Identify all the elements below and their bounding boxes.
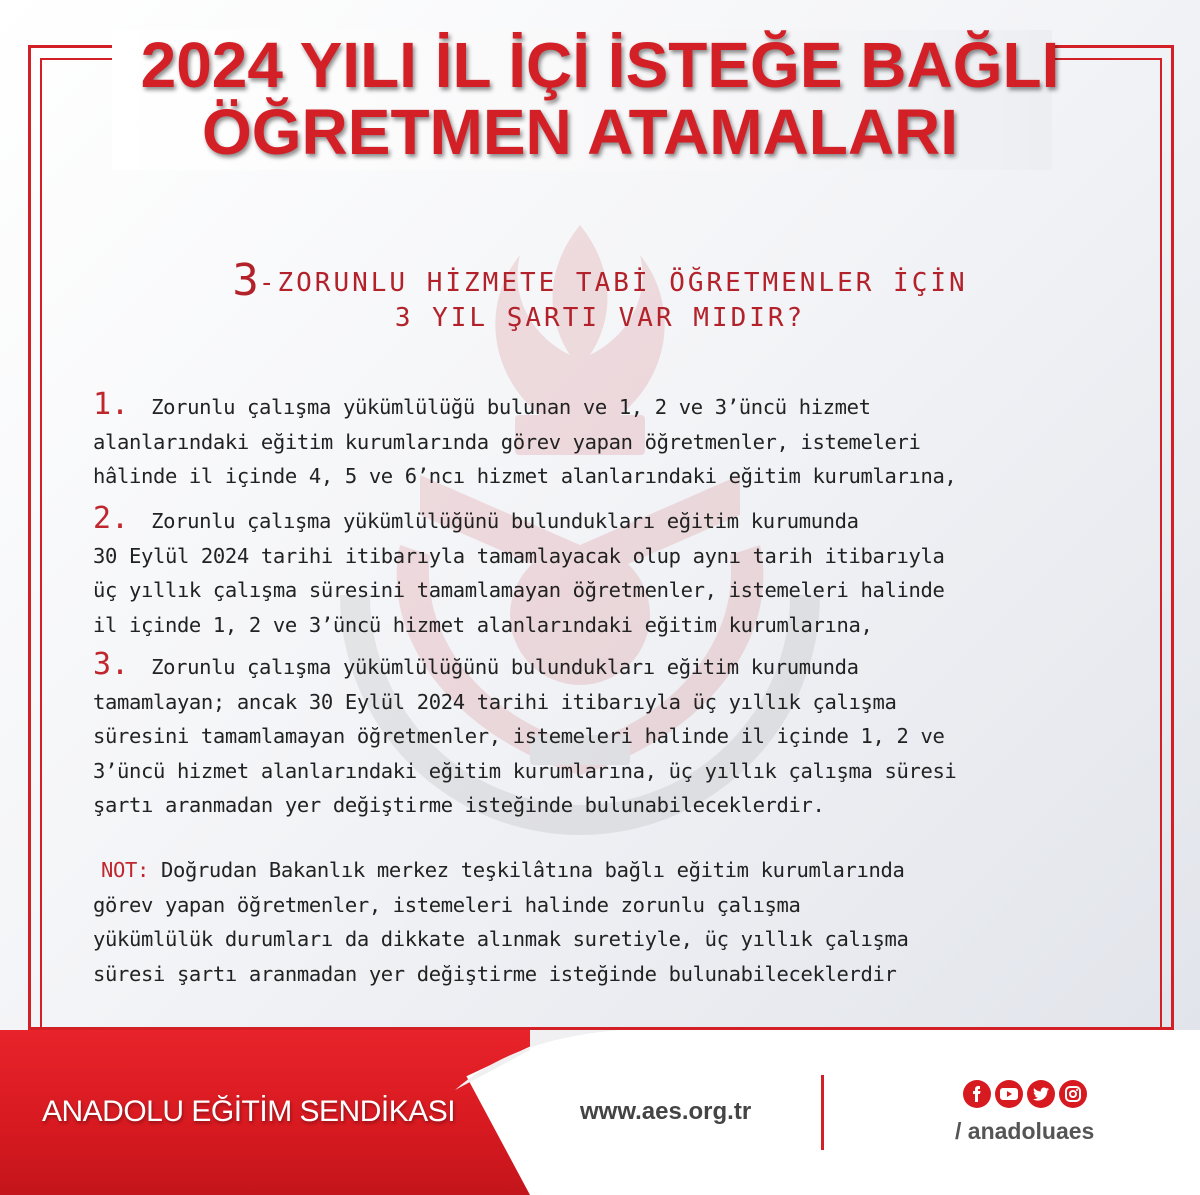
item-number: 3.: [93, 647, 130, 682]
note-text-line: Doğrudan Bakanlık merkez teşkilâtına bağlı eğitim kurumlarında: [160, 858, 905, 882]
item-text-line: 30 Eylül 2024 tarihi itibarıyla tamamlayacak olup aynı tarih itibarıyla: [93, 543, 945, 568]
item-text-line: alanlarındaki eğitim kurumlarında görev yapan öğretmenler, istemeleri: [93, 429, 921, 454]
item-text-line: süresini tamamlamayan öğretmenler, istemeleri halinde il içinde 1, 2 ve: [93, 724, 945, 748]
facebook-icon[interactable]: [963, 1080, 991, 1108]
note-text-line: yükümlülük durumları da dikkate alınmak suretiyle, üç yıllık çalışma: [93, 927, 909, 951]
question-heading-line-2: 3 YIL ŞARTI VAR MIDIR?: [394, 303, 806, 333]
list-item: [93, 502, 1103, 642]
twitter-icon[interactable]: [1027, 1080, 1055, 1108]
youtube-icon[interactable]: [995, 1080, 1023, 1108]
item-text-line: il içinde 1, 2 ve 3’üncü hizmet alanlarındaki eğitim kurumlarına,: [93, 612, 873, 637]
item-text-line: şartı aranmadan yer değiştirme isteğinde bulunabileceklerdir.: [93, 793, 825, 817]
item-text-line: 3’üncü hizmet alanlarındaki eğitim kurumlarına, üç yıllık çalışma süresi: [93, 758, 957, 783]
website-link[interactable]: www.aes.org.tr: [580, 1098, 752, 1125]
item-text-line: Zorunlu çalışma yükümlülüğünü bulundukları eğitim kurumunda: [151, 509, 859, 533]
item-text-line: hâlinde il içinde 4, 5 ve 6’ncı hizmet alanlarındaki eğitim kurumlarına,: [93, 464, 957, 488]
organization-name: ANADOLU EĞİTİM SENDİKASI: [42, 1095, 456, 1128]
note-text-line: görev yapan öğretmenler, istemeleri halinde zorunlu çalışma: [93, 892, 801, 917]
instagram-icon[interactable]: [1059, 1080, 1087, 1108]
question-heading-line-1: -ZORUNLU HİZMETE TABİ ÖĞRETMENLER İÇİN: [258, 268, 968, 298]
page-title-line-1: 2024 YILI İL İÇİ İSTEĞE BAĞLI: [140, 29, 1060, 101]
note-text-line: süresi şartı aranmadan yer değiştirme isteğinde bulunabileceklerdir: [93, 961, 897, 986]
list-item: [93, 388, 1103, 494]
item-number: 2.: [93, 501, 130, 536]
list-item: [93, 648, 1103, 823]
page-title-line-2: ÖĞRETMEN ATAMALARI: [201, 96, 959, 168]
item-number: 1.: [93, 387, 130, 422]
item-text-line: tamamlayan; ancak 30 Eylül 2024 tarihi itibarıyla üç yıllık çalışma: [93, 689, 897, 714]
social-icons: [963, 1080, 1087, 1108]
item-text-line: Zorunlu çalışma yükümlülüğü bulunan ve 1, 2 ve 3’üncü hizmet: [151, 395, 871, 419]
footer-divider: [821, 1075, 824, 1150]
note-label: NOT:: [101, 858, 149, 882]
note-block: [93, 853, 1103, 991]
question-heading: [0, 255, 1200, 306]
social-handle: / anadoluaes: [955, 1118, 1095, 1144]
item-text-line: üç yıllık çalışma süresini tamamlamayan öğretmenler, istemeleri halinde: [93, 578, 945, 602]
item-text-line: Zorunlu çalışma yükümlülüğünü bulundukları eğitim kurumunda: [151, 655, 859, 679]
question-number: 3: [232, 255, 259, 306]
